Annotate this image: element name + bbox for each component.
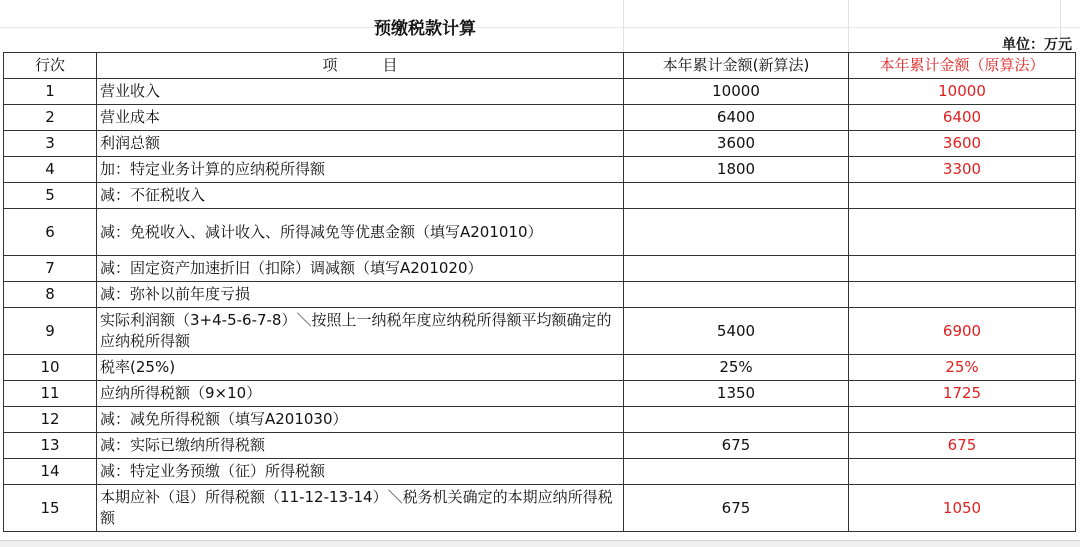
new-method-amount-cell[interactable]: 675 <box>624 485 849 532</box>
row-number-cell[interactable]: 3 <box>4 131 97 157</box>
row-number-cell[interactable]: 8 <box>4 282 97 308</box>
old-method-amount-cell[interactable]: 1050 <box>849 485 1076 532</box>
old-method-amount-cell[interactable]: 675 <box>849 433 1076 459</box>
table-row <box>4 131 1076 157</box>
table-row <box>4 282 1076 308</box>
new-method-amount-cell[interactable]: 25% <box>624 355 849 381</box>
item-cell[interactable]: 减：固定资产加速折旧（扣除）调减额（填写A201020） <box>97 256 624 282</box>
header-row <box>4 53 1076 79</box>
row-number-cell[interactable]: 1 <box>4 79 97 105</box>
old-method-amount-cell[interactable] <box>849 459 1076 485</box>
item-cell[interactable]: 利润总额 <box>97 131 624 157</box>
header-old-method[interactable]: 本年累计金额（原算法） <box>849 53 1076 79</box>
old-method-amount-cell[interactable]: 6400 <box>849 105 1076 131</box>
item-cell[interactable]: 本期应补（退）所得税额（11-12-13-14）＼税务机关确定的本期应纳所得税额 <box>97 485 624 532</box>
table-row <box>4 79 1076 105</box>
item-cell[interactable]: 实际利润额（3+4-5-6-7-8）＼按照上一纳税年度应纳税所得额平均额确定的应纳税所得额 <box>97 308 624 355</box>
table-row <box>4 485 1076 532</box>
old-method-amount-cell[interactable]: 1725 <box>849 381 1076 407</box>
table-row <box>4 209 1076 256</box>
old-method-amount-cell[interactable] <box>849 282 1076 308</box>
row-number-cell[interactable]: 12 <box>4 407 97 433</box>
old-method-amount-cell[interactable]: 25% <box>849 355 1076 381</box>
table-row <box>4 183 1076 209</box>
new-method-amount-cell[interactable]: 1350 <box>624 381 849 407</box>
table-row <box>4 381 1076 407</box>
new-method-amount-cell[interactable]: 675 <box>624 433 849 459</box>
old-method-amount-cell[interactable]: 3300 <box>849 157 1076 183</box>
old-method-amount-cell[interactable]: 6900 <box>849 308 1076 355</box>
row-number-cell[interactable]: 2 <box>4 105 97 131</box>
item-cell[interactable]: 减：免税收入、减计收入、所得减免等优惠金额（填写A201010） <box>97 209 624 256</box>
table-row <box>4 407 1076 433</box>
table-row <box>4 355 1076 381</box>
old-method-amount-cell[interactable] <box>849 209 1076 256</box>
table-row <box>4 459 1076 485</box>
item-cell[interactable]: 减：实际已缴纳所得税额 <box>97 433 624 459</box>
row-number-cell[interactable]: 7 <box>4 256 97 282</box>
new-method-amount-cell[interactable]: 3600 <box>624 131 849 157</box>
tax-table <box>3 52 1076 532</box>
item-cell[interactable]: 减：弥补以前年度亏损 <box>97 282 624 308</box>
item-cell[interactable]: 应纳所得税额（9×10） <box>97 381 624 407</box>
table-row <box>4 105 1076 131</box>
row-number-cell[interactable]: 10 <box>4 355 97 381</box>
table-title: 预缴税款计算 <box>374 19 476 39</box>
new-method-amount-cell[interactable]: 5400 <box>624 308 849 355</box>
item-cell[interactable]: 税率(25%) <box>97 355 624 381</box>
new-method-amount-cell[interactable]: 6400 <box>624 105 849 131</box>
old-method-amount-cell[interactable]: 3600 <box>849 131 1076 157</box>
new-method-amount-cell[interactable] <box>624 183 849 209</box>
table-row <box>4 433 1076 459</box>
table-row <box>4 256 1076 282</box>
old-method-amount-cell[interactable] <box>849 256 1076 282</box>
row-number-cell[interactable]: 13 <box>4 433 97 459</box>
old-method-amount-cell[interactable] <box>849 183 1076 209</box>
header-item[interactable]: 项 目 <box>97 53 624 79</box>
new-method-amount-cell[interactable] <box>624 407 849 433</box>
item-cell[interactable]: 营业成本 <box>97 105 624 131</box>
item-cell[interactable]: 营业收入 <box>97 79 624 105</box>
row-number-cell[interactable]: 4 <box>4 157 97 183</box>
table-row <box>4 308 1076 355</box>
new-method-amount-cell[interactable] <box>624 282 849 308</box>
header-new-method[interactable]: 本年累计金额(新算法) <box>624 53 849 79</box>
new-method-amount-cell[interactable]: 1800 <box>624 157 849 183</box>
item-cell[interactable]: 减：减免所得税额（填写A201030） <box>97 407 624 433</box>
sheet-bottom-bar <box>0 540 1080 547</box>
item-cell[interactable]: 减：特定业务预缴（征）所得税额 <box>97 459 624 485</box>
old-method-amount-cell[interactable] <box>849 407 1076 433</box>
header-row-no[interactable]: 行次 <box>4 53 97 79</box>
item-cell[interactable]: 减：不征税收入 <box>97 183 624 209</box>
new-method-amount-cell[interactable] <box>624 256 849 282</box>
row-number-cell[interactable]: 11 <box>4 381 97 407</box>
row-number-cell[interactable]: 5 <box>4 183 97 209</box>
table-row <box>4 157 1076 183</box>
item-cell[interactable]: 加：特定业务计算的应纳税所得额 <box>97 157 624 183</box>
old-method-amount-cell[interactable]: 10000 <box>849 79 1076 105</box>
row-number-cell[interactable]: 6 <box>4 209 97 256</box>
row-number-cell[interactable]: 15 <box>4 485 97 532</box>
row-number-cell[interactable]: 9 <box>4 308 97 355</box>
row-number-cell[interactable]: 14 <box>4 459 97 485</box>
new-method-amount-cell[interactable] <box>624 209 849 256</box>
new-method-amount-cell[interactable] <box>624 459 849 485</box>
new-method-amount-cell[interactable]: 10000 <box>624 79 849 105</box>
unit-label: 单位：万元 <box>1002 37 1072 53</box>
